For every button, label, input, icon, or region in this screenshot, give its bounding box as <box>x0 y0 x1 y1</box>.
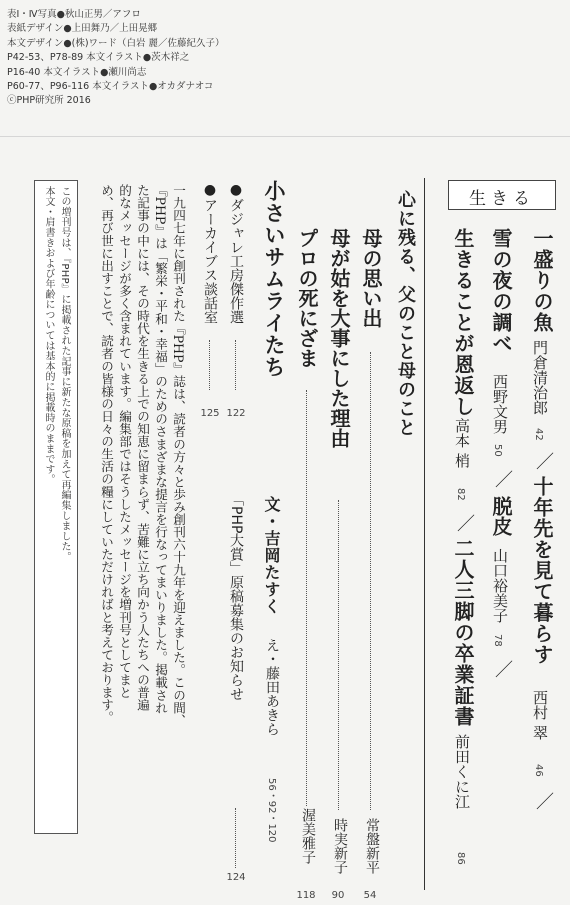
toc-author: 前田くに江 <box>453 734 471 809</box>
intro-line: 的なメッセージが多く含まれています。編集部ではそうしたメッセージを増刊号としてまと <box>117 184 132 699</box>
toc-title: 「PHP大賞」原稿募集のお知らせ <box>228 492 244 702</box>
toc-title: 脱皮 <box>489 496 513 536</box>
leader-dots <box>209 340 210 390</box>
toc-page: 86 <box>455 852 466 865</box>
toc-title: 雪の夜の調べ <box>489 228 513 354</box>
toc-page: 42 <box>533 428 544 441</box>
credit-line: 本文デザイン●(株)ワード（白岩 麗／佐藤紀久子） <box>7 37 225 49</box>
toc-title: ●ダジャレ工房傑作選 <box>228 182 244 324</box>
leader-dots <box>235 340 236 390</box>
intro-line: た記事の中には、その時代を生きる上での知恵に留まらず、苦難に立ち向かう人たちへの普遍 <box>135 184 150 712</box>
toc-page: 82 <box>455 488 466 501</box>
toc-title: 一盛りの魚 <box>530 228 554 333</box>
toc-title: 二人三脚の卒業証書 <box>451 538 475 727</box>
intro-line: め、再び世に出すことで、読者の皆様の日々の生活の糧にしていただければと考えております。 <box>99 184 114 724</box>
toc-page: 125 <box>200 408 220 419</box>
intro-line: 『PHP』は「繁栄・平和・幸福」のためのさまざまな提言を行なってまいりました。掲載され <box>153 184 168 714</box>
credits <box>7 8 307 109</box>
separator <box>0 136 570 137</box>
leader-dots <box>370 352 371 810</box>
leader-dots <box>338 500 339 810</box>
slash: ／ <box>492 470 513 488</box>
toc-title: 母が姑を大事にした理由 <box>327 228 351 448</box>
toc-author: 山口裕美子 <box>491 548 509 623</box>
leader-dots <box>306 390 307 806</box>
leader-dots <box>235 808 236 868</box>
toc-author: 時実新子 <box>332 818 348 874</box>
toc-page: 124 <box>226 872 246 883</box>
intro-line: 一九四七年に創刊された『PHP』誌は、読者の方々と歩み創刊六十九年を迎えました。この間、 <box>171 184 186 727</box>
section-divider <box>424 178 425 890</box>
slash: ／ <box>533 452 554 470</box>
credit-line: ⓒPHP研究所 2016 <box>7 95 91 107</box>
toc-page: 78 <box>492 634 503 647</box>
slash: ／ <box>454 514 475 532</box>
credit-line: P60-77、P96-116 本文イラスト●オカダナオコ <box>7 81 214 93</box>
toc-page: 54 <box>363 890 377 901</box>
note-line: この増刊号は、『PHP』に掲載された記事に新たな原稿を加えて再編集しました。 <box>59 186 70 562</box>
toc-page: 46 <box>533 764 544 777</box>
credit-line: 表Ⅰ・Ⅳ写真●秋山正男／アフロ <box>7 9 141 20</box>
toc-author: 常盤新平 <box>364 818 380 874</box>
credit-line: 表紙デザイン●上田舞乃／上田晃郷 <box>7 23 158 35</box>
ikiru-heading-box <box>448 180 556 210</box>
toc-author: 西村 翠 <box>531 690 549 740</box>
toc-author: 門倉清治郎 <box>531 340 549 415</box>
toc-page: 90 <box>331 890 345 901</box>
toc-author: 渥美雅子 <box>300 808 316 864</box>
toc-page: 56・92・120 <box>266 778 277 843</box>
credit-line: P16-40 本文イラスト●瀬川尚志 <box>7 66 147 78</box>
toc-title: 小さいサムライたち <box>262 180 287 378</box>
toc-author: 文・吉岡たすく <box>262 496 281 615</box>
slash: ／ <box>533 792 554 810</box>
toc-author: 西野文男 <box>491 374 509 434</box>
toc-title: 生きることが恩返し <box>451 228 475 417</box>
toc-title: 十年先を見て暮らす <box>530 476 554 665</box>
toc-title: 母の思い出 <box>359 228 383 328</box>
ikiru-heading: 生きる <box>469 189 535 209</box>
note-line: 本文・肩書きおよび年齢については基本的に掲載時のままです。 <box>43 186 54 485</box>
toc-title: プロの死にざま <box>295 228 319 368</box>
toc-page: 118 <box>296 890 316 901</box>
slash: ／ <box>492 660 513 678</box>
toc-author: 高本 梢 <box>453 418 471 468</box>
credit-line: P42-53、P78-89 本文イラスト●茨木祥之 <box>7 52 190 64</box>
toc-page: 50 <box>492 444 503 457</box>
kokoro-heading: 心に残る、父のこと母のこと <box>395 190 416 437</box>
toc-illustrator: え・藤田あきら <box>264 638 280 736</box>
toc-page: 122 <box>226 408 246 419</box>
toc-title: ●アーカイブス談話室 <box>202 182 218 324</box>
